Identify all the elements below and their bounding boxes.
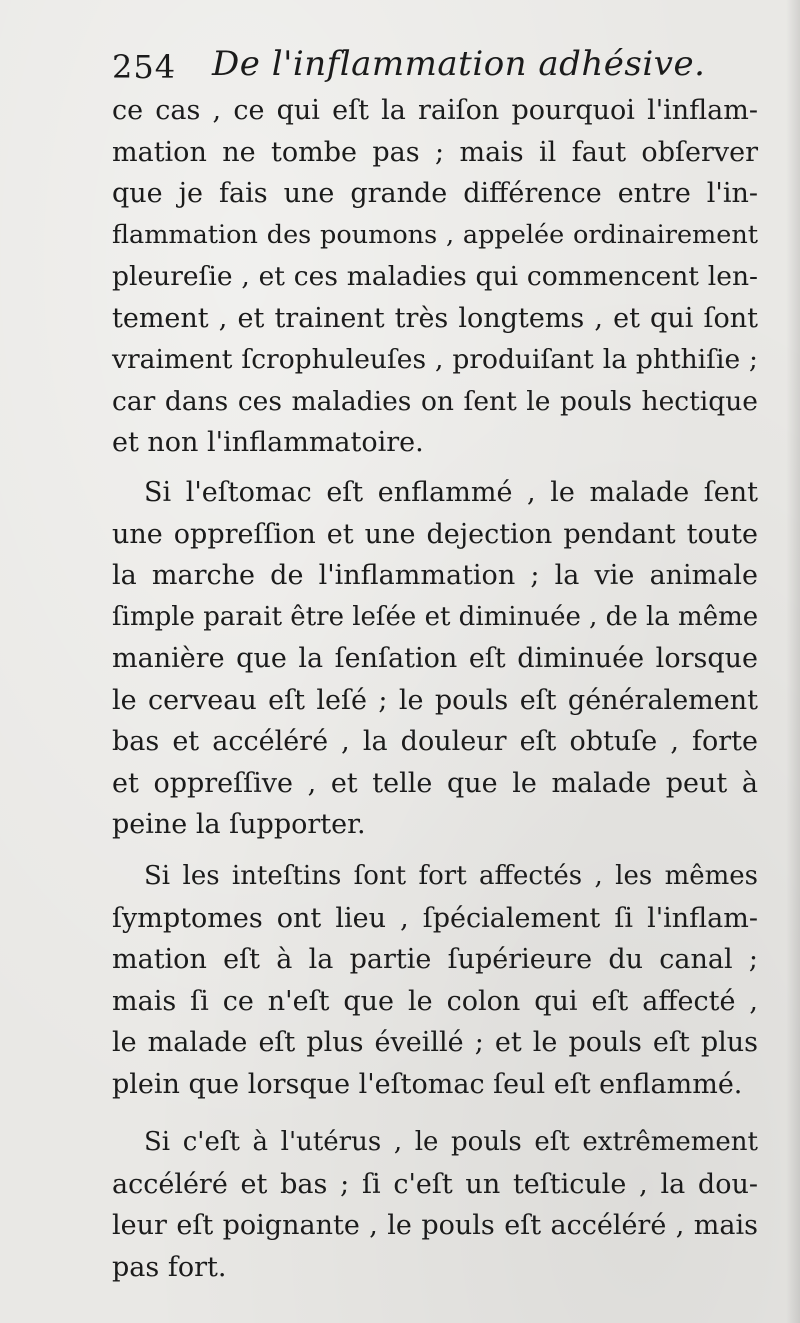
- text-line: et oppreſſive , et telle que le malade peut à: [112, 767, 758, 799]
- text-line: manière que la ſenſation eſt diminuée lorsque: [112, 643, 758, 674]
- running-header: [112, 42, 752, 92]
- paragraph-2: [112, 472, 758, 846]
- text-line: accéléré et bas ; ſi c'eſt un teſticule , la dou-: [112, 1168, 758, 1200]
- text-line: pas fort.: [112, 1251, 227, 1283]
- text-line: Si c'eſt à l'utérus , le pouls eſt extrêmement: [144, 1127, 758, 1157]
- text-line: et non l'inflammatoire.: [112, 427, 424, 458]
- text-line: que je fais une grande différence entre l'in-: [112, 178, 758, 209]
- text-line: le cerveau eſt leſé ; le pouls eſt généralement: [112, 684, 758, 716]
- text-line: ce cas , ce qui eſt la raiſon pourquoi l'inflam-: [112, 95, 758, 126]
- text-line: peine la ſupporter.: [112, 809, 366, 840]
- text-line: plein que lorsque l'eſtomac ſeul eſt enflammé.: [112, 1068, 743, 1100]
- text-line: une oppreſſion et une dejection pendant toute: [112, 518, 758, 550]
- text-line: flammation des poumons , appelée ordinairement: [112, 219, 758, 250]
- text-line: mation ne tombe pas ; mais il faut obſerver: [112, 136, 758, 168]
- text-line: mation eſt à la partie ſupérieure du canal ;: [112, 944, 758, 975]
- text-line: leur eſt poignante , le pouls eſt accéléré , mais: [112, 1210, 758, 1241]
- paragraph-4: [112, 1122, 758, 1288]
- text-line: pleureſie , et ces maladies qui commencent len-: [112, 261, 758, 292]
- text-line: ſymptomes ont lieu , ſpécialement ſi l'inflam-: [112, 902, 758, 934]
- text-line: tement , et trainent très longtems , et qui ſont: [112, 302, 758, 334]
- text-line: la marche de l'inflammation ; la vie animale: [112, 560, 758, 591]
- page-edge-shadow: [786, 0, 800, 1323]
- running-title: De l'inflammation adhésive.: [212, 44, 706, 84]
- paragraph-3: [112, 856, 758, 1105]
- text-line: mais ſi ce n'eſt que le colon qui eſt affecté ,: [112, 985, 758, 1017]
- text-line: vraiment ſcrophuleuſes , produiſant la phthiſie ;: [112, 344, 758, 375]
- page-number: 254: [112, 48, 177, 86]
- text-line: Si l'eſtomac eſt enflammé , le malade ſent: [144, 477, 758, 508]
- text-line: ſimple parait être leſée et diminuée , de la même: [112, 601, 759, 632]
- text-line: Si les inteſtins ſont fort affectés , les mêmes: [144, 861, 758, 891]
- paragraph-1: [112, 90, 758, 464]
- text-line: le malade eſt plus éveillé ; et le pouls eſt plus: [112, 1027, 758, 1058]
- text-line: bas et accéléré , la douleur eſt obtuſe , forte: [112, 726, 758, 757]
- text-line: car dans ces maladies on ſent le pouls hectique: [112, 385, 758, 417]
